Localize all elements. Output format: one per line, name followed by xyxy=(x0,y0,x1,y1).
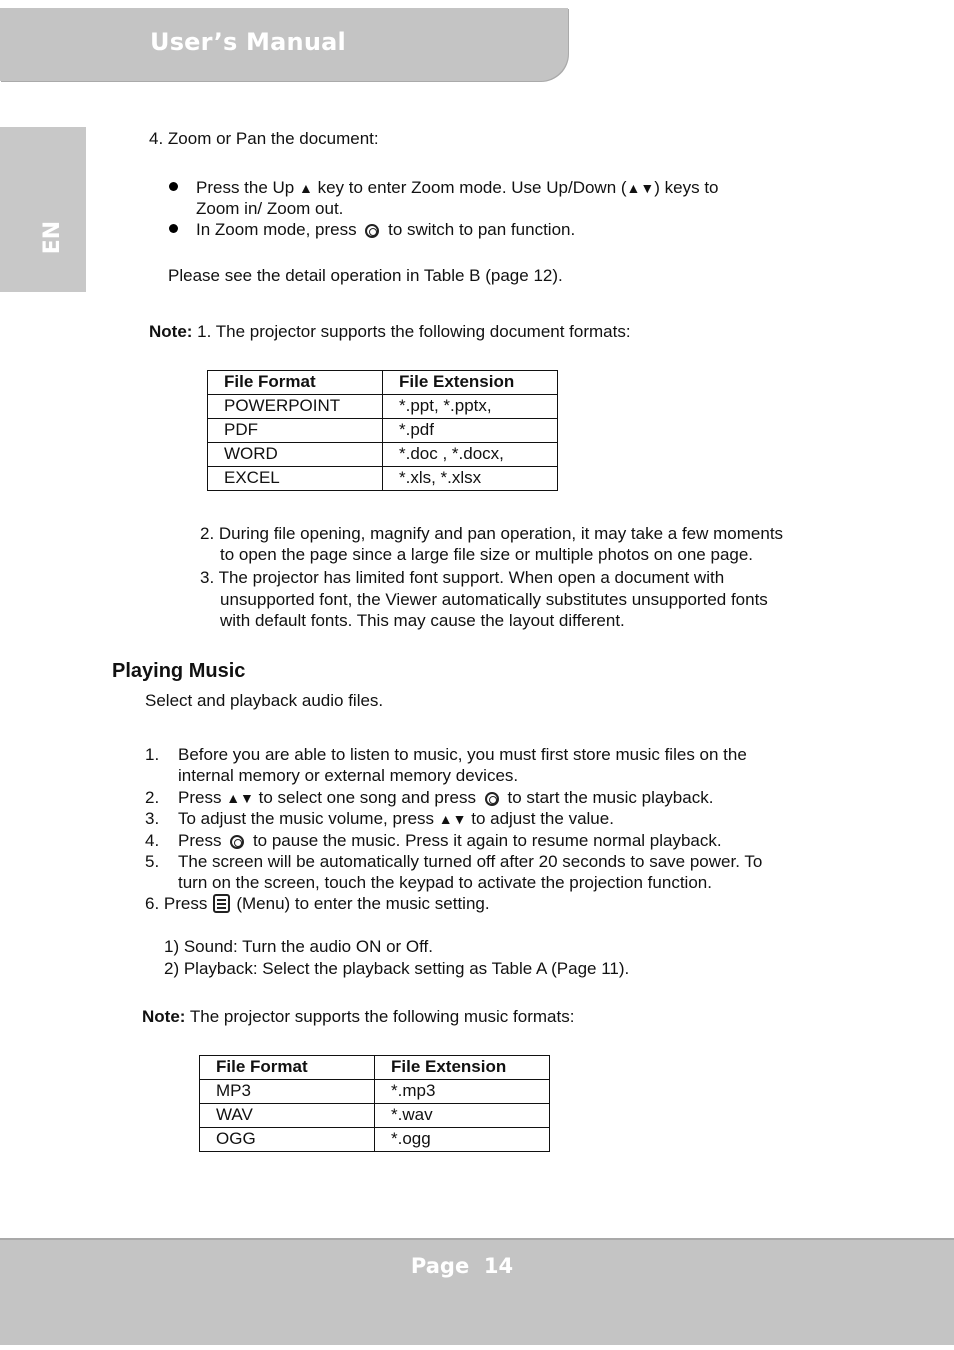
table-cell: *.mp3 xyxy=(375,1080,550,1104)
step-number: 1. xyxy=(145,745,160,764)
table-cell: *.wav xyxy=(375,1104,550,1128)
step-number: 3. xyxy=(145,809,160,828)
up-arrow-icon: ▲ xyxy=(299,180,313,196)
zoom-bullet-2: In Zoom mode, press to switch to pan function. xyxy=(196,220,576,239)
table-cell: PDF xyxy=(208,419,383,443)
table-row xyxy=(200,1104,550,1128)
table-row xyxy=(208,467,558,491)
table-cell: WAV xyxy=(200,1104,375,1128)
music-setting-playback: 2) Playback: Select the playback setting as Table A (Page 11). xyxy=(164,959,630,978)
table-cell: *.doc , *.docx, xyxy=(383,443,558,467)
ok-button-icon xyxy=(365,224,379,238)
table-cell: OGG xyxy=(200,1128,375,1152)
table-row xyxy=(208,419,558,443)
zoom-heading: 4. Zoom or Pan the document: xyxy=(149,129,379,148)
zoom-detail: Please see the detail operation in Table B (page 12). xyxy=(168,266,563,285)
music-format-table xyxy=(199,1055,550,1152)
table-header-cell: File Extension xyxy=(383,371,558,395)
document-format-table xyxy=(207,370,558,491)
page-number: Page 14 xyxy=(410,1254,514,1278)
table-cell: *.xls, *.xlsx xyxy=(383,467,558,491)
table-header-row xyxy=(200,1056,550,1080)
music-setting-sound: 1) Sound: Turn the audio ON or Off. xyxy=(164,937,434,956)
step-number: 5. xyxy=(145,852,160,871)
music-note: Note: The projector supports the following music formats: xyxy=(142,1007,575,1026)
table-cell: MP3 xyxy=(200,1080,375,1104)
table-cell: EXCEL xyxy=(208,467,383,491)
ok-button-icon xyxy=(485,792,499,806)
table-cell: *.ppt, *.pptx, xyxy=(383,395,558,419)
table-row xyxy=(208,395,558,419)
music-step-3: To adjust the music volume, press ▲▼ to adjust the value. xyxy=(178,809,614,828)
music-step-4: Press to pause the music. Press it again to resume normal playback. xyxy=(178,831,722,850)
table-row xyxy=(200,1080,550,1104)
music-step-6: 6. Press (Menu) to enter the music setting. xyxy=(145,894,490,913)
zoom-bullet-1-line-1: Press the Up ▲ key to enter Zoom mode. Use Up/Down (▲▼) keys to xyxy=(196,178,719,197)
table-cell: *.ogg xyxy=(375,1128,550,1152)
doc-note: Note: 1. The projector supports the following document formats: xyxy=(149,322,631,341)
doc-note-3-line-1: 3. The projector has limited font support. When open a document with xyxy=(200,568,725,587)
language-tab xyxy=(0,127,86,292)
table-cell: POWERPOINT xyxy=(208,395,383,419)
music-intro: Select and playback audio files. xyxy=(145,691,384,710)
table-cell: *.pdf xyxy=(383,419,558,443)
header-title: User’s Manual xyxy=(150,28,346,56)
music-step-1-line-1: Before you are able to listen to music, you must first store music files on the xyxy=(178,745,747,764)
table-row xyxy=(208,443,558,467)
music-step-5-line-1: The screen will be automatically turned off after 20 seconds to save power. To xyxy=(178,852,763,871)
table-header-cell: File Format xyxy=(208,371,383,395)
section-heading-playing-music: Playing Music xyxy=(112,660,246,682)
doc-note-3-line-2: unsupported font, the Viewer automatically substitutes unsupported fonts xyxy=(220,590,768,609)
table-header-cell: File Format xyxy=(200,1056,375,1080)
music-step-1-line-2: internal memory or external memory devices. xyxy=(178,766,519,785)
doc-note-2-line-1: 2. During file opening, magnify and pan operation, it may take a few moments xyxy=(200,524,784,543)
table-header-cell: File Extension xyxy=(375,1056,550,1080)
music-step-5-line-2: turn on the screen, touch the keypad to activate the projection function. xyxy=(178,873,712,892)
up-down-arrow-icon: ▲▼ xyxy=(226,790,254,806)
menu-button-icon xyxy=(213,894,230,913)
up-down-arrow-icon: ▲▼ xyxy=(626,180,655,196)
table-row xyxy=(200,1128,550,1152)
bullet-dot xyxy=(169,182,178,191)
step-number: 2. xyxy=(145,788,160,807)
zoom-bullet-1-line-2: Zoom in/ Zoom out. xyxy=(196,199,344,218)
step-number: 4. xyxy=(145,831,160,850)
language-tab-label: EN xyxy=(40,220,66,255)
music-step-2: Press ▲▼ to select one song and press to start the music playback. xyxy=(178,788,714,807)
bullet-dot xyxy=(169,224,178,233)
doc-note-3-line-3: with default fonts. This may cause the layout different. xyxy=(220,611,625,630)
doc-note-2-line-2: to open the page since a large file size or multiple photos on one page. xyxy=(220,545,754,564)
table-header-row xyxy=(208,371,558,395)
ok-button-icon xyxy=(230,835,244,849)
up-down-arrow-icon: ▲▼ xyxy=(438,811,467,827)
table-cell: WORD xyxy=(208,443,383,467)
